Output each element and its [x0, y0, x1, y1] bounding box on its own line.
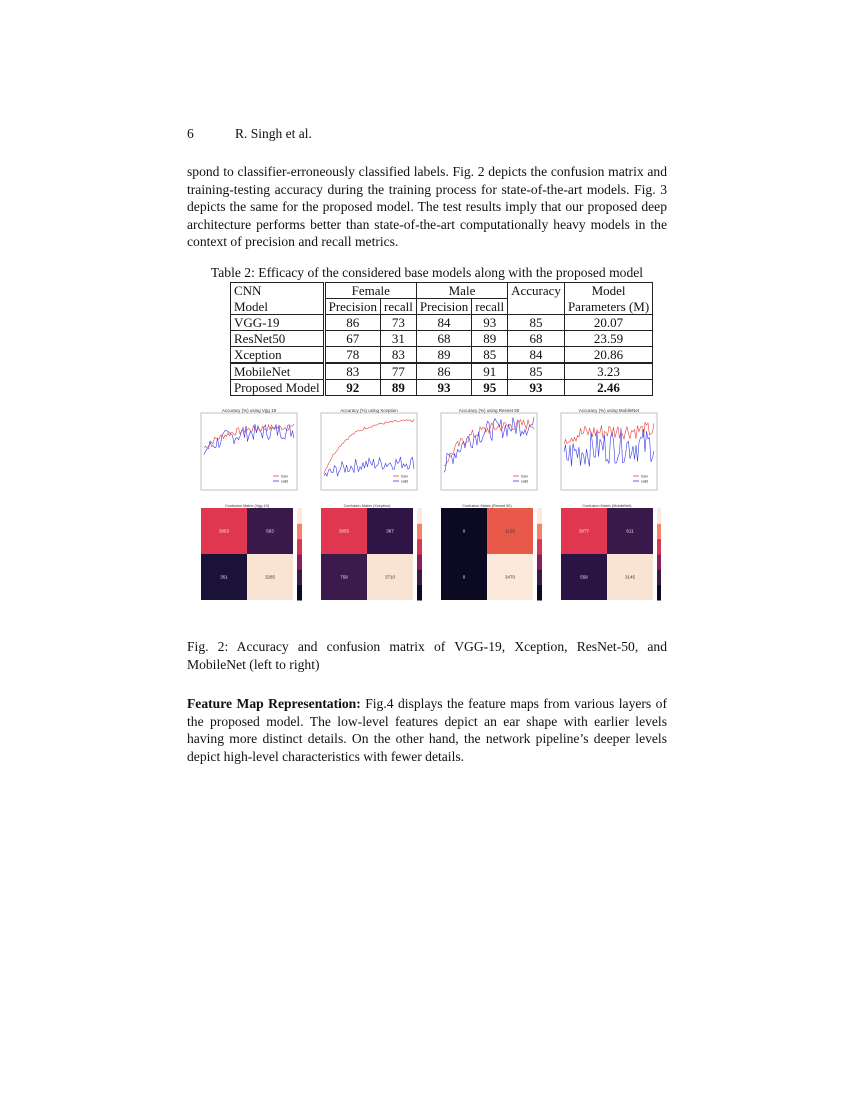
colorbar-segment	[657, 539, 661, 555]
confusion-cell-value: 558	[580, 574, 588, 580]
figure-2	[189, 405, 661, 617]
confusion-cell-value: 3710	[384, 574, 396, 580]
figure-2-graphics	[189, 405, 661, 617]
confusion-cell-value: 758	[340, 574, 348, 580]
th-model-2: Model	[231, 299, 325, 315]
table-caption: Table 2: Efficacy of the considered base models along with the proposed model	[210, 265, 644, 280]
page-number: 6	[187, 126, 194, 141]
colorbar-segment	[657, 585, 661, 601]
confusion-cell-value: 1126	[505, 528, 515, 534]
confusion-cell-value: 351	[220, 574, 228, 580]
colorbar-segment	[537, 523, 542, 539]
colorbar-segment	[297, 554, 302, 570]
th-female: Female	[324, 283, 416, 299]
legend-valid-label: valid	[401, 479, 409, 484]
colorbar-segment	[297, 508, 302, 524]
legend-valid-label: valid	[521, 479, 529, 484]
confusion-cell-value: 611	[626, 528, 634, 534]
colorbar-segment	[297, 585, 302, 601]
th-f-precision: Precision	[324, 299, 380, 315]
running-header	[187, 126, 312, 142]
colorbar-segment	[417, 539, 422, 555]
colorbar-segment	[417, 585, 422, 601]
colorbar-segment	[537, 585, 542, 601]
th-f-recall: recall	[380, 299, 416, 315]
confusion-cell-value: 3053	[218, 528, 230, 534]
paragraph-text: Fig.4 displays the feature maps from various layers of the proposed model. The low-level features depict an ear shape with earlier levels having more distinct details. On the other hand, the network pipeline’s deeper levels depict high-level characteristics with fewer details.	[187, 696, 667, 764]
accuracy-plot-title: Accuracy (%) using Xception	[340, 408, 398, 413]
confusion-cell-value: 563	[266, 528, 274, 534]
accuracy-plot-title: Accuracy (%) using MobileNet	[578, 408, 640, 413]
body-paragraph-1: spond to classifier-erroneously classified labels. Fig. 2 depicts the confusion matrix and training-testing accuracy during the training process for state-of-the-art models. Fig. 3 depicts the same for the proposed model. The test results imply that our proposed deep architecture performs better than state-of-the-art computationally heavy models in the context of precision and recall metrics.	[187, 164, 667, 250]
confusion-cell-value: 3077	[578, 528, 590, 534]
confusion-matrix-title: Confusion Matrix (MobileNet)	[582, 504, 632, 508]
colorbar-segment	[537, 554, 542, 570]
legend-valid-label: valid	[641, 479, 649, 484]
colorbar-segment	[297, 523, 302, 539]
colorbar-segment	[537, 508, 542, 524]
table-row-proposed: Proposed Model 92 89 93 95 93 2.46	[231, 380, 653, 396]
accuracy-plot-title: Accuracy (%) using Vgg 19	[221, 408, 277, 413]
confusion-cell-value: 0	[462, 574, 466, 580]
colorbar-segment	[297, 539, 302, 555]
legend-valid-label: valid	[281, 479, 289, 484]
table-row: Xception 78 83 89 85 84 20.86	[231, 347, 653, 364]
confusion-cell-value: 3145	[624, 574, 636, 580]
figure-caption: Fig. 2: Accuracy and confusion matrix of VGG-19, Xception, ResNet-50, and MobileNet (left to right)	[187, 639, 667, 672]
accuracy-plot-title: Accuracy (%) using Resnet 50	[458, 408, 520, 413]
colorbar-segment	[297, 569, 302, 585]
colorbar-segment	[537, 569, 542, 585]
confusion-matrix-title: Confusion Matrix (Resnet 50)	[462, 504, 512, 508]
colorbar-segment	[657, 508, 661, 524]
running-authors: R. Singh et al.	[235, 126, 312, 141]
table-row: MobileNet 83 77 86 91 85 3.23	[231, 363, 653, 380]
th-m-recall: recall	[472, 299, 508, 315]
colorbar-segment	[657, 554, 661, 570]
th-m-precision: Precision	[416, 299, 471, 315]
colorbar-segment	[417, 569, 422, 585]
confusion-cell-value: 0	[462, 528, 466, 534]
results-table	[230, 282, 653, 396]
colorbar-segment	[537, 539, 542, 555]
colorbar-segment	[657, 569, 661, 585]
paragraph-heading: Feature Map Representation:	[187, 696, 361, 711]
colorbar-segment	[417, 523, 422, 539]
legend-train-label: train	[521, 474, 528, 479]
confusion-cell-value: 367	[386, 528, 394, 534]
table-row: ResNet50 67 31 68 89 68 23.59	[231, 331, 653, 347]
th-params: Parameters (M)	[564, 299, 652, 315]
legend-train-label: train	[281, 474, 288, 479]
table-row: VGG-19 86 73 84 93 85 20.07	[231, 315, 653, 331]
confusion-matrix-title: Confusion Matrix (Xception)	[343, 504, 391, 508]
confusion-cell-value: 3285	[264, 574, 276, 580]
legend-train-label: train	[641, 474, 648, 479]
colorbar-segment	[417, 508, 422, 524]
th-model: Model	[564, 283, 652, 299]
confusion-cell-value: 3055	[338, 528, 350, 534]
confusion-matrix-title: Confusion Matrix (Vgg 19)	[224, 504, 270, 508]
th-cnn: CNN	[231, 283, 325, 299]
confusion-cell-value: 3470	[504, 574, 516, 580]
th-male: Male	[416, 283, 507, 299]
legend-train-label: train	[401, 474, 408, 479]
colorbar-segment	[417, 554, 422, 570]
colorbar-segment	[657, 523, 661, 539]
th-accuracy: Accuracy	[508, 283, 565, 299]
body-paragraph-2	[187, 695, 667, 765]
